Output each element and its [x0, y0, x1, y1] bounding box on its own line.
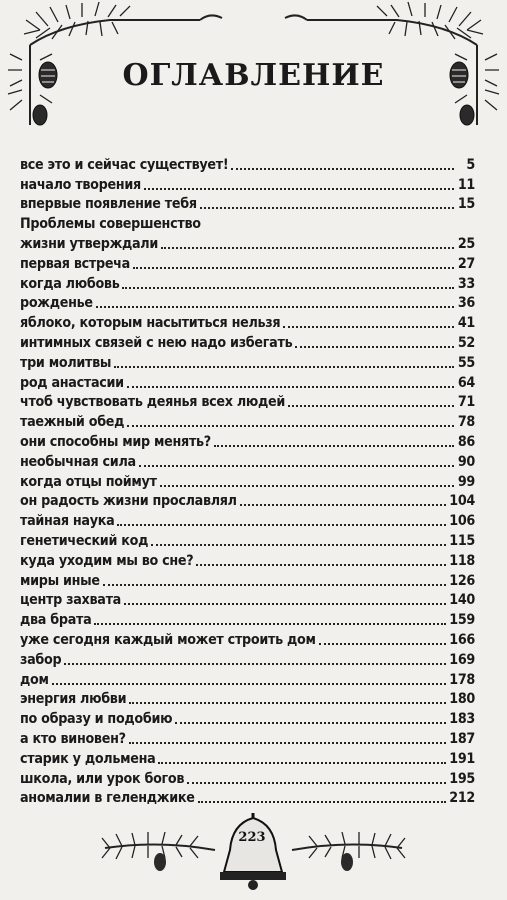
dot-leader: [175, 722, 446, 724]
toc-entry: [20, 214, 475, 254]
toc-entry-page: 55: [457, 354, 475, 371]
toc-entry-title: дом: [20, 671, 49, 688]
toc-entry-page: 71: [457, 394, 475, 411]
toc-entry: [20, 610, 475, 630]
dot-leader: [139, 465, 454, 467]
toc-entry-title: таежный обед: [20, 414, 125, 431]
toc-entry-page: 140: [449, 592, 475, 609]
dot-leader: [187, 782, 446, 784]
dot-leader: [200, 207, 454, 209]
toc-entry-title: куда уходим мы во сне?: [20, 552, 194, 569]
toc-entry-page: 5: [466, 156, 475, 173]
toc-entry: [20, 432, 475, 452]
dot-leader: [127, 386, 454, 388]
toc-entry-page: 52: [457, 334, 475, 351]
toc-entry: [20, 551, 475, 571]
toc-entry-page: 104: [449, 493, 475, 510]
toc-entry-title: энергия любви: [20, 691, 127, 708]
dot-leader: [117, 524, 446, 526]
toc-entry: [20, 571, 475, 591]
toc-entry: [20, 769, 475, 789]
toc-entry-page: 195: [449, 770, 475, 787]
toc-entry-title: генетический код: [20, 532, 149, 549]
toc-entry-title: по образу и подобию: [20, 711, 173, 728]
toc-entry-page: 99: [457, 473, 475, 490]
toc-entry-page: 11: [457, 176, 475, 193]
toc-entry-page: 25: [457, 235, 475, 252]
toc-entry-title: первая встреча: [20, 255, 130, 272]
toc-entry: [20, 195, 475, 215]
dot-leader: [96, 306, 454, 308]
toc-entry-page: 27: [457, 255, 475, 272]
toc-entry-page: 41: [457, 315, 475, 332]
toc-entry-page: 90: [457, 453, 475, 470]
dot-leader: [144, 188, 454, 190]
toc-entry-page: 115: [449, 532, 475, 549]
toc-entry: [20, 591, 475, 611]
dot-leader: [129, 742, 447, 744]
toc-entry-title: интимных связей с нею надо избегать: [20, 334, 293, 351]
toc-entry-page: 178: [449, 671, 475, 688]
toc-entry-page: 166: [449, 631, 475, 648]
toc-entry-title: школа, или урок богов: [20, 770, 185, 787]
dot-leader: [214, 445, 454, 447]
toc-entry: [20, 333, 475, 353]
toc-entry-page: 15: [457, 196, 475, 213]
toc-entry-title: впервые появление тебя: [20, 196, 197, 213]
table-of-contents: [20, 155, 475, 808]
toc-entry-title: рожденье: [20, 295, 93, 312]
toc-entry-title: аномалии в геленджике: [20, 790, 195, 807]
dot-leader: [151, 544, 446, 546]
toc-entry: [20, 749, 475, 769]
toc-entry-title: он радость жизни прославлял: [20, 493, 237, 510]
dot-leader: [103, 584, 446, 586]
toc-entry: [20, 789, 475, 809]
dot-leader: [198, 801, 447, 803]
toc-entry: [20, 472, 475, 492]
dot-leader: [283, 326, 454, 328]
toc-entry: [20, 313, 475, 333]
toc-entry-title: центр захвата: [20, 592, 121, 609]
toc-entry: [20, 274, 475, 294]
toc-entry: [20, 670, 475, 690]
toc-entry-page: 78: [457, 414, 475, 431]
toc-entry: [20, 254, 475, 274]
toc-entry: [20, 729, 475, 749]
bell-ornament-bottom: [0, 810, 507, 900]
toc-entry-title: Проблемы совершенство: [20, 216, 201, 233]
toc-entry-title: чтоб чувствовать деянья всех людей: [20, 394, 285, 411]
dot-leader: [133, 267, 454, 269]
dot-leader: [52, 683, 447, 685]
toc-entry-title: два брата: [20, 612, 92, 629]
toc-entry-page: 33: [457, 275, 475, 292]
toc-entry: [20, 373, 475, 393]
toc-entry-page: 212: [449, 790, 475, 807]
toc-entry: [20, 531, 475, 551]
toc-entry: [20, 175, 475, 195]
toc-entry-page: 118: [449, 552, 475, 569]
toc-entry-page: 187: [449, 730, 475, 747]
toc-entry: [20, 492, 475, 512]
toc-entry: [20, 511, 475, 531]
toc-entry-title: забор: [20, 651, 62, 668]
toc-entry: [20, 393, 475, 413]
dot-leader: [122, 287, 454, 289]
dot-leader: [160, 485, 454, 487]
toc-entry-page: 106: [449, 513, 475, 530]
toc-entry-title: начало творения: [20, 176, 141, 193]
toc-entry-title: когда отцы поймут: [20, 473, 157, 490]
toc-entry-title-continued: жизни утверждали: [20, 235, 158, 252]
toc-entry-page: 191: [449, 750, 475, 767]
toc-entry-page: 86: [457, 433, 475, 450]
dot-leader: [94, 623, 446, 625]
toc-entry: [20, 452, 475, 472]
dot-leader: [231, 168, 454, 170]
toc-entry: [20, 155, 475, 175]
toc-entry: [20, 294, 475, 314]
dot-leader: [127, 425, 454, 427]
page-title: ОГЛАВЛЕНИЕ: [122, 58, 385, 93]
page-number: 223: [238, 830, 266, 845]
dot-leader: [124, 603, 446, 605]
toc-entry-title: все это и сейчас существует!: [20, 156, 229, 173]
toc-entry-page: 159: [449, 612, 475, 629]
dot-leader: [158, 762, 446, 764]
dot-leader: [295, 346, 454, 348]
toc-entry: [20, 353, 475, 373]
toc-entry-page: 64: [457, 374, 475, 391]
toc-entry-title: тайная наука: [20, 513, 115, 530]
toc-entry-page: 36: [457, 295, 475, 312]
toc-entry-title: они способны мир менять?: [20, 433, 211, 450]
toc-entry-title: миры иные: [20, 572, 100, 589]
toc-entry-title: яблоко, которым насытиться нельзя: [20, 315, 281, 332]
toc-entry: [20, 650, 475, 670]
dot-leader: [129, 702, 446, 704]
toc-entry-page: 183: [449, 711, 475, 728]
dot-leader: [288, 405, 454, 407]
toc-entry-page: 169: [449, 651, 475, 668]
toc-entry: [20, 412, 475, 432]
toc-entry-title: род анастасии: [20, 374, 124, 391]
toc-entry-title: необычная сила: [20, 453, 136, 470]
toc-entry-title: старик у дольмена: [20, 750, 156, 767]
dot-leader: [114, 366, 454, 368]
toc-entry-title: а кто виновен?: [20, 730, 126, 747]
toc-entry: [20, 690, 475, 710]
toc-entry-title: три молитвы: [20, 354, 112, 371]
dot-leader: [319, 643, 447, 645]
toc-entry-title: уже сегодня каждый может строить дом: [20, 631, 316, 648]
toc-entry-title: когда любовь: [20, 275, 120, 292]
dot-leader: [161, 247, 454, 249]
dot-leader: [64, 663, 446, 665]
dot-leader: [240, 504, 447, 506]
dot-leader: [196, 564, 446, 566]
toc-entry-page: 180: [449, 691, 475, 708]
toc-entry-page: 126: [449, 572, 475, 589]
toc-entry: [20, 630, 475, 650]
toc-entry: [20, 709, 475, 729]
